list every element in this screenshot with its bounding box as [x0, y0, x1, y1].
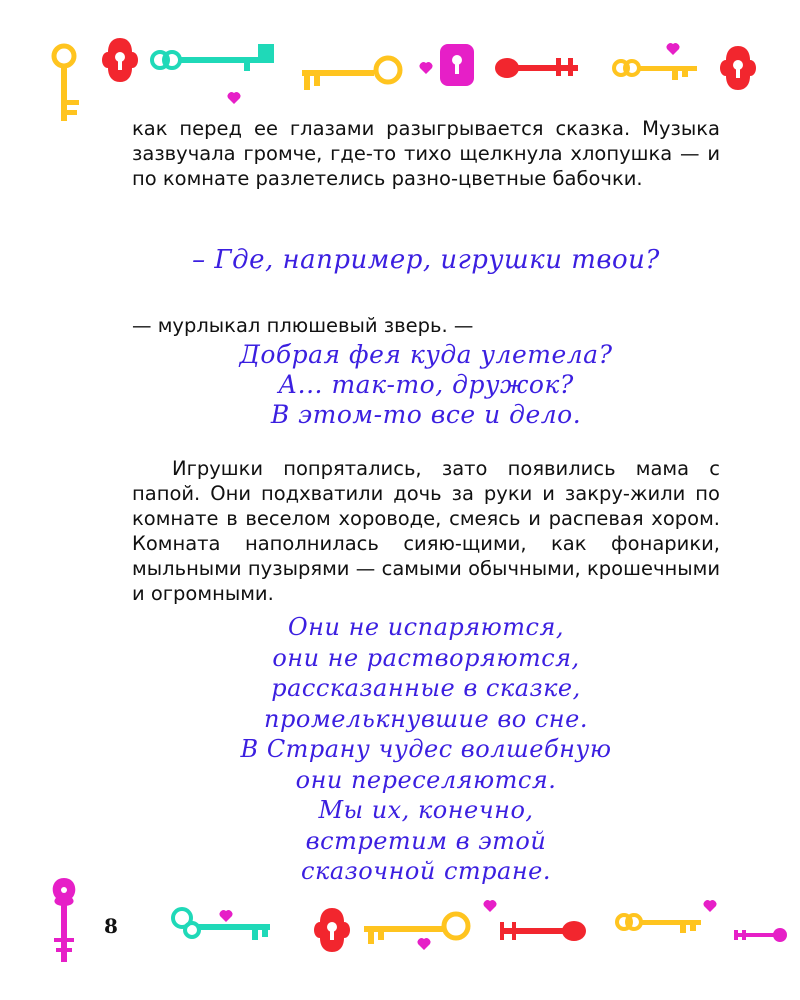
verse-1-line: – Где, например, игрушки твои?	[192, 245, 660, 275]
paragraph-3: Игрушки попрятались, зато появились мама с папой. Они подхватили дочь за руки и закру-жили по комнате в веселом хороводе, смеясь и распевая хором. Комната наполнилась сияю-щими, как фонарики, мыльными пузырями — самыми обычными, крошечными и огромными.	[132, 457, 720, 605]
heart-icon	[220, 910, 233, 922]
top-key-border	[0, 30, 800, 130]
verse-2-line: Добрая фея куда улетела?	[239, 340, 613, 369]
paragraph-1: как перед ее глазами разыгрывается сказка. Музыка зазвучала громче, где-то тихо щелкнула хлопушка — и по комнате разлетелись разно-цветные бабочки.	[132, 117, 720, 190]
verse-1	[132, 244, 720, 276]
verse-3-line: В Страну чудес волшебную	[240, 735, 612, 763]
key-icon	[364, 914, 468, 944]
bottom-key-border	[0, 870, 800, 970]
key-icon	[495, 58, 578, 78]
verse-2-line: А... так-то, дружок?	[278, 370, 574, 399]
verse-3-line: Мы их, конечно,	[318, 796, 534, 824]
page-number: 8	[104, 914, 118, 938]
verse-3-line: встретим в этой	[305, 826, 547, 855]
keyhole-plate-icon	[720, 46, 756, 90]
keyhole-plate-icon	[102, 38, 138, 82]
verse-3-line: рассказанные в сказке,	[271, 674, 581, 702]
key-icon	[617, 915, 701, 933]
key-icon	[54, 46, 79, 121]
verse-3	[132, 612, 720, 887]
key-icon	[500, 921, 586, 941]
key-icon	[152, 44, 274, 71]
key-icon	[53, 878, 76, 962]
heart-icon	[418, 938, 431, 950]
verse-3-line: они не растворяются,	[272, 643, 580, 672]
verse-3-line: они переселяются.	[295, 765, 557, 794]
key-icon	[302, 58, 400, 90]
heart-icon	[484, 900, 497, 912]
keyhole-plate-icon	[440, 44, 474, 86]
heart-icon	[704, 900, 717, 912]
heart-icon	[667, 43, 680, 55]
key-icon	[614, 61, 697, 80]
verse-3-line: Они не испаряются,	[288, 613, 564, 641]
verse-3-line: промелькнувшие во сне.	[264, 704, 588, 733]
verse-2-line: В этом-то все и дело.	[270, 400, 582, 429]
heart-icon	[228, 92, 241, 104]
paragraph-2: — мурлыкал плюшевый зверь. —	[132, 314, 474, 337]
key-icon	[734, 928, 787, 942]
verse-3-line: сказочной стране.	[301, 857, 551, 885]
heart-icon	[420, 62, 433, 74]
verse-2	[132, 340, 720, 430]
keyhole-plate-icon	[314, 908, 350, 952]
